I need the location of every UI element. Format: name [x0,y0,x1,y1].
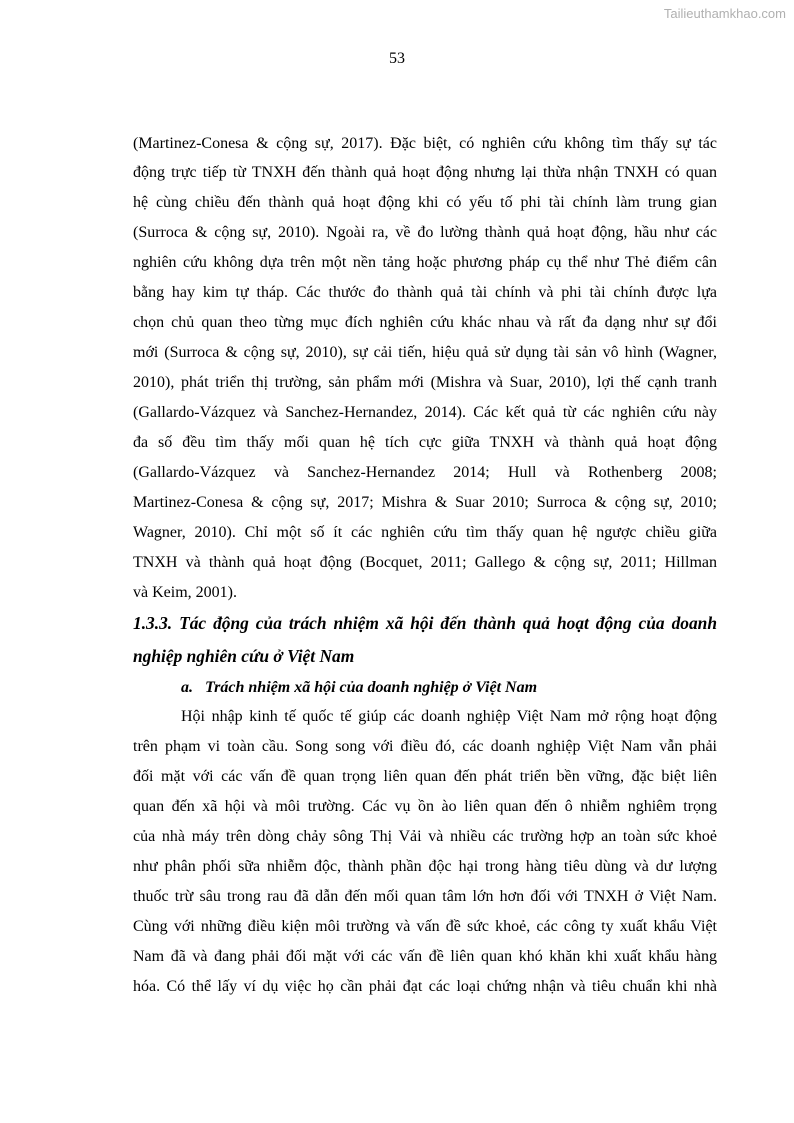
para2-line: Nam đã và đang phải đối mặt với các vấn đề liên quan khó khăn khi xuất khẩu hàng [133,948,717,965]
para2-line: của nhà máy trên dòng chảy sông Thị Vải và nhiều các trường hợp an toàn sức khoẻ [133,828,717,845]
para1-line: mới (Surroca & cộng sự, 2010), sự cải tiến, hiệu quả sử dụng tài sản vô hình (Wagner, [133,344,717,361]
para2-line: Cùng với những điều kiện môi trường và vấn đề sức khoẻ, các công ty xuất khẩu Việt [133,918,717,935]
para2-line: quan đến xã hội và môi trường. Các vụ ồn ào liên quan đến ô nhiễm nghiêm trọng [133,798,717,815]
para1-line: (Gallardo-Vázquez và Sanchez-Hernandez 2014; Hull và Rothenberg 2008; [133,464,717,481]
para1-line: đa số đều tìm thấy mối quan hệ tích cực giữa TNXH và thành quả hoạt động [133,434,717,451]
para2-line: trên phạm vi toàn cầu. Song song với điều đó, các doanh nghiệp Việt Nam vẫn phải [133,738,717,755]
para1-line: 2010), phát triển thị trường, sản phẩm mới (Mishra và Suar, 2010), lợi thế cạnh tranh [133,374,717,391]
subsection-heading: a. Trách nhiệm xã hội của doanh nghiệp ở Việt Nam [181,679,538,696]
section-heading: nghiệp nghiên cứu ở Việt Nam [133,646,355,666]
para1-line: nghiên cứu không dựa trên một nền tảng hoặc phương pháp cụ thể như Thẻ điểm cân [133,254,717,271]
para2-line: như phân phối sữa nhiễm độc, thành phần độc hại trong hàng tiêu dùng và dư lượng [133,858,717,875]
page-number: 53 [389,50,405,67]
para1-line: bằng hay kim tự tháp. Các thước đo thành quả tài chính và phi tài chính được lựa [133,284,717,301]
section-heading: 1.3.3. Tác động của trách nhiệm xã hội đến thành quả hoạt động của doanh [133,613,717,633]
para1-line: chọn chủ quan theo từng mục đích nghiên cứu khác nhau và rất đa dạng như sự đổi [133,314,717,331]
para1-line: động trực tiếp từ TNXH đến thành quả hoạt động nhưng lại thừa nhận TNXH có quan [133,164,717,181]
para1-line: và Keim, 2001). [133,584,237,601]
para1-line: Wagner, 2010). Chỉ một số ít các nghiên cứu tìm thấy quan hệ ngược chiều giữa [133,524,717,541]
para1-line: hệ cùng chiều đến thành quả hoạt động khi có yếu tố phi tài chính làm trung gian [133,194,717,211]
para1-line: (Martinez-Conesa & cộng sự, 2017). Đặc biệt, có nghiên cứu không tìm thấy sự tác [133,135,717,152]
watermark: Tailieuthamkhao.com [663,6,786,21]
para2-line: thuốc trừ sâu trong rau đã dẫn đến mối quan tâm lớn hơn đối với TNXH ở Việt Nam. [133,888,717,905]
para1-line: Martinez-Conesa & cộng sự, 2017; Mishra & Suar 2010; Surroca & cộng sự, 2010; [133,494,717,511]
para1-line: (Gallardo-Vázquez và Sanchez-Hernandez, 2014). Các kết quả từ các nghiên cứu này [133,404,717,421]
para1-line: TNXH và thành quả hoạt động (Bocquet, 2011; Gallego & cộng sự, 2011; Hillman [133,554,717,571]
para2-line: hóa. Có thể lấy ví dụ việc họ cần phải đạt các loại chứng nhận và tiêu chuẩn khi nhà [133,978,717,995]
para1-line: (Surroca & cộng sự, 2010). Ngoài ra, về đo lường thành quả hoạt động, hầu như các [133,224,717,241]
para2-line: Hội nhập kinh tế quốc tế giúp các doanh nghiệp Việt Nam mở rộng hoạt động [181,708,717,725]
para2-line: đối mặt với các vấn đề quan trọng liên quan đến phát triển bền vững, đặc biệt liên [133,768,717,785]
